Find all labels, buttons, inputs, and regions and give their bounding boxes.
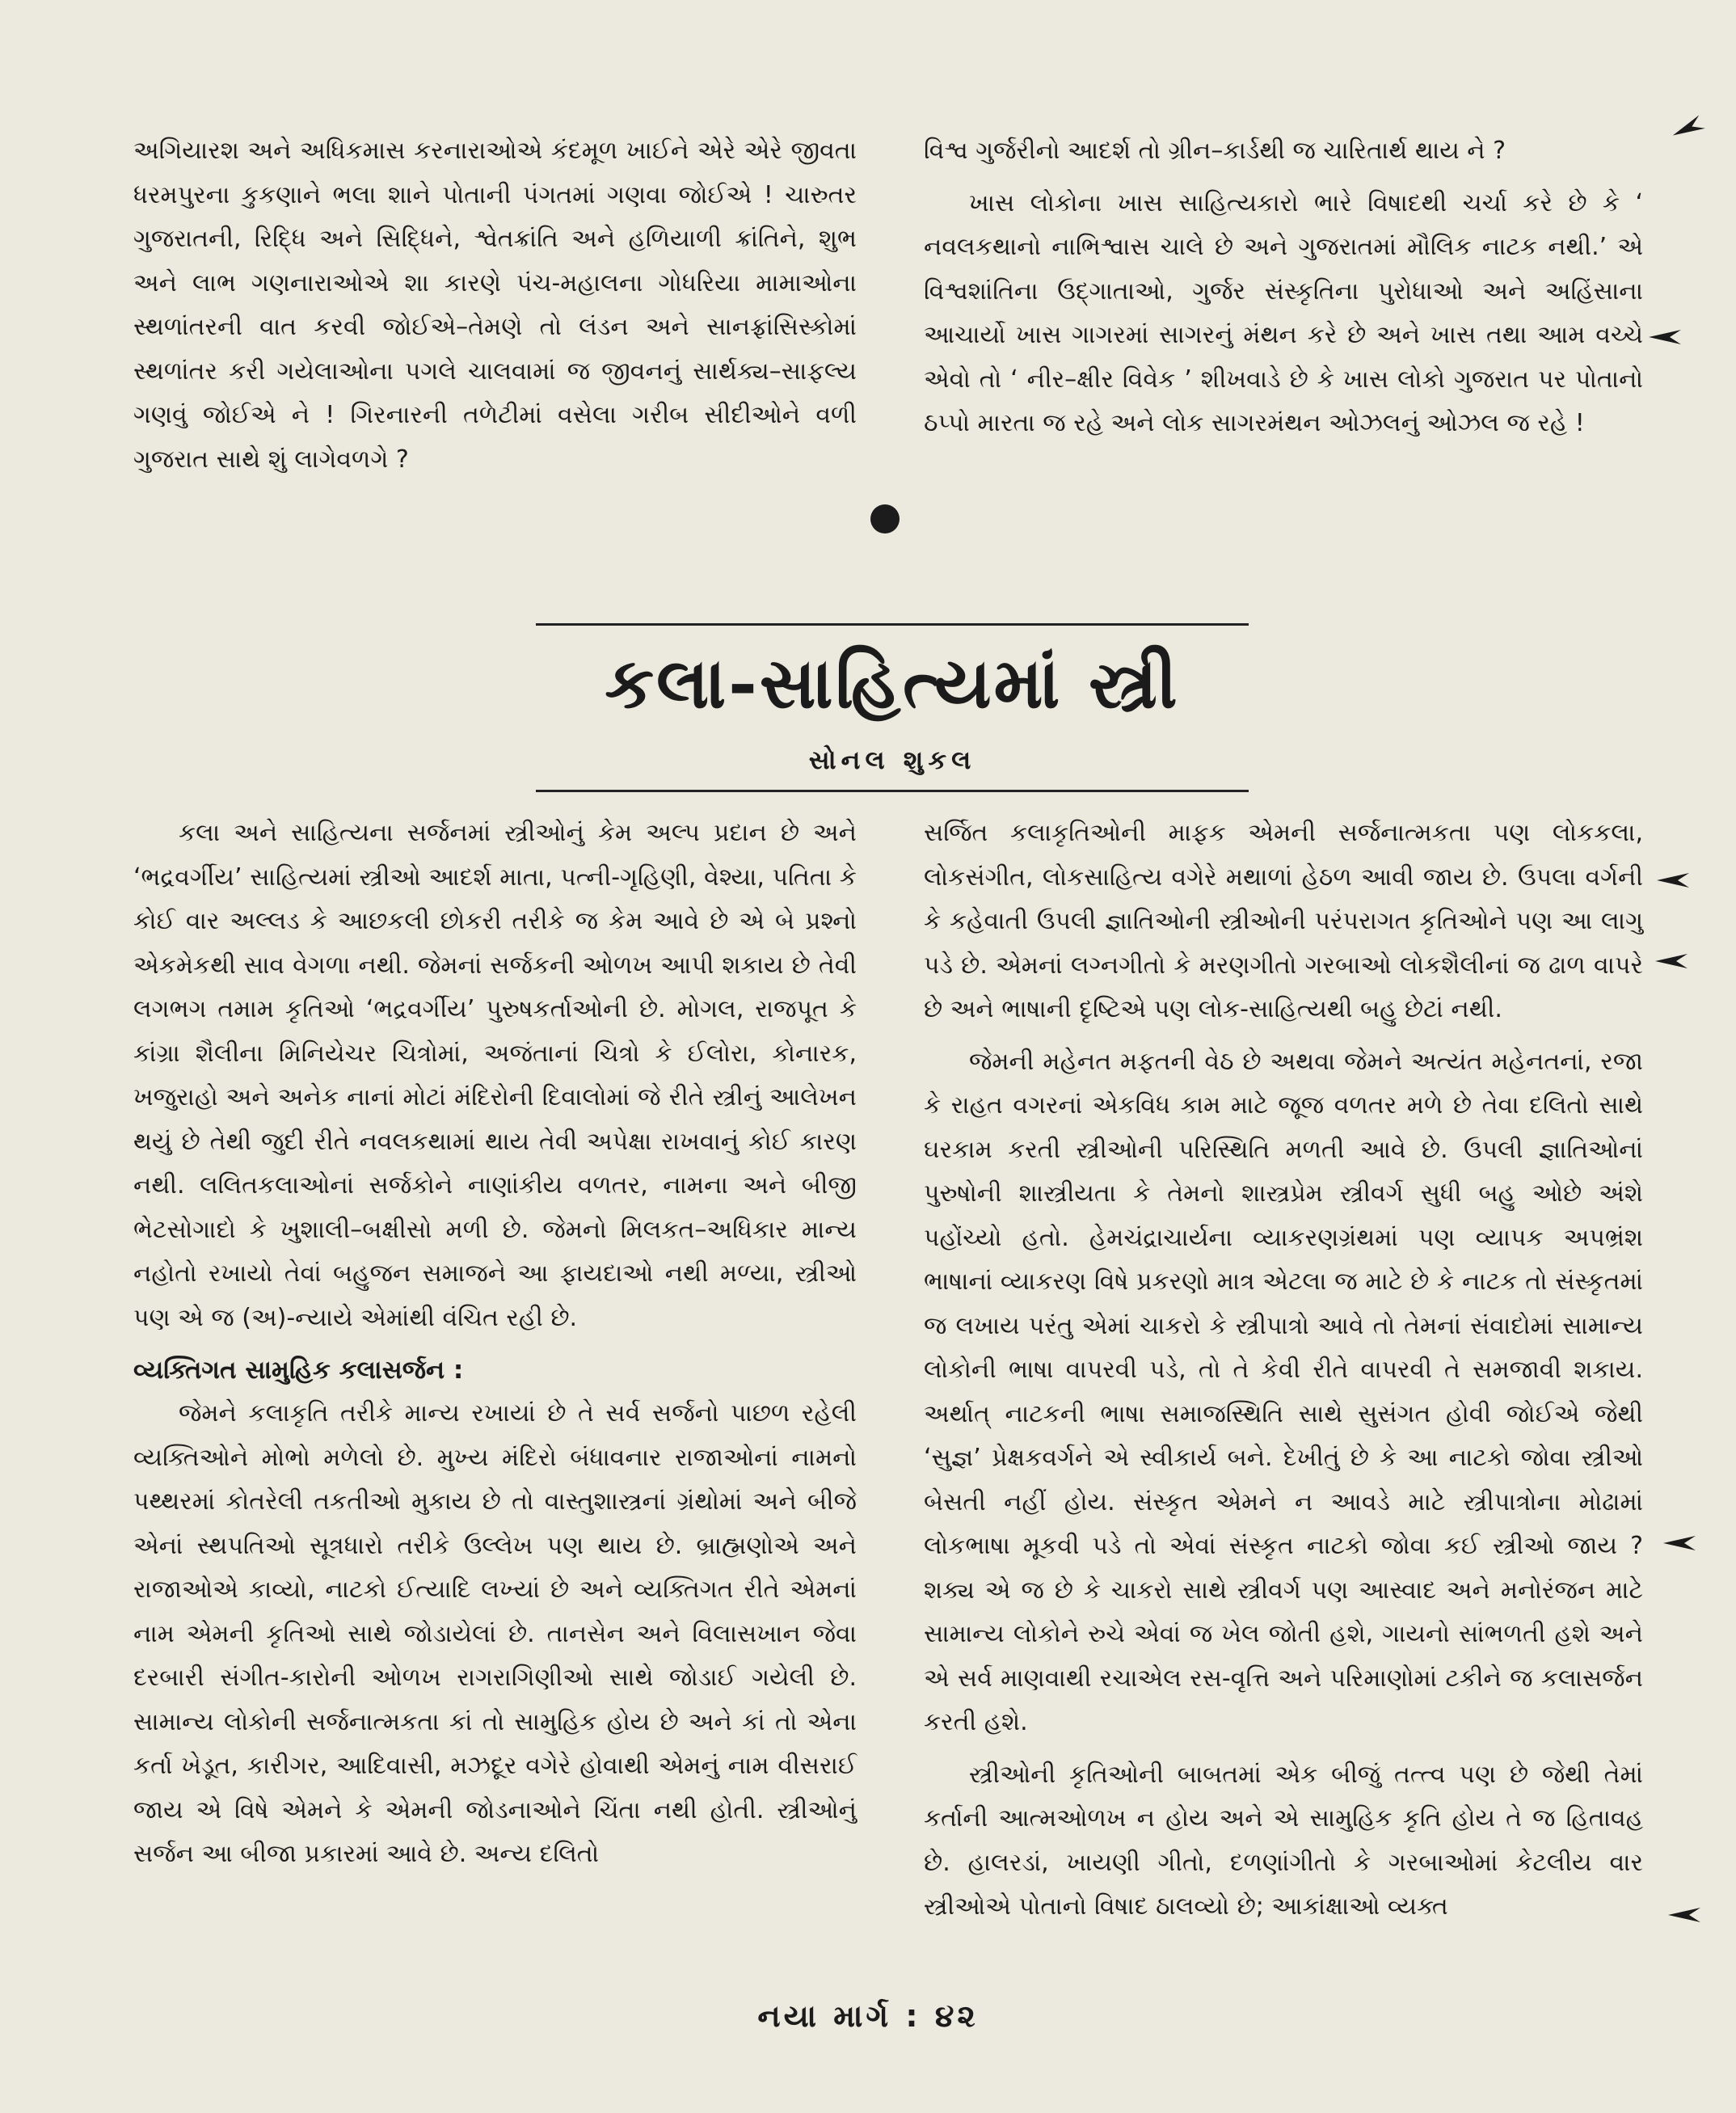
top-left-paragraph: અગિયારશ અને અધિકમાસ કરનારાઓએ કંદમૂળ ખાઈને એરે એરે જીવતા ધરમપુરના કુકણાને ભલા શાને પોતાની પંગતમાં ગણવા જોઈએ ! ચારુતર ગુજરાતની, રિદ્ધિ અને સિદ્ધિને, શ્વેતક્રાંતિ અને હળિયાળી ક્રાંતિને, શુભ અને લાભ ગણનારાઓએ શા કારણે પંચ-મહાલના ગોધરિયા મામાઓના સ્થળાંતરની વાત કરવી જોઈએ–તેમણે તો લંડન અને સાનફ્રાંસિસ્કોમાં સ્થળાંતર કરી ગયેલાઓના પગલે ચાલવામાં જ જીવનનું સાર્થક્ય–સાફલ્ય ગણવું જોઈએ ને ! ગિરનારની તળેટીમાં વસેલા ગરીબ સીદીઓને વળી ગુજરાત સાથે શું લાગેવળગે ? bbox=[133, 137, 857, 474]
article-paragraph: કલા અને સાહિત્યના સર્જનમાં સ્ત્રીઓનું કેમ અલ્પ પ્રદાન છે અને ‘ભદ્રવર્ગીય’ સાહિત્યમાં સ્ત્રીઓ આદર્શ માતા, પત્ની-ગૃહિણી, વેશ્યા, પતિતા કે કોઈ વાર અલ્લડ કે આછકલી છોકરી તરીકે જ કેમ આવે છે એ બે પ્રશ્નો એકમેકથી સાવ વેગળા નથી. જેમનાં સર્જકની ઓળખ આપી શકાય છે તેવી લગભગ તમામ કૃતિઓ ‘ભદ્રવર્ગીય’ પુરુષકર્તાઓની છે. મોગલ, રાજપૂત કે કાંગ્રા શૈલીના મિનિયેચર ચિત્રોમાં, અજંતાનાં ચિત્રો કે ઈલોરા, કોનારક, ખજુરાહો અને અનેક નાનાં મોટાં મંદિરોની દિવાલોમાં જે રીતે સ્ત્રીનું આલેખન થયું છે તેથી જુદી રીતે નવલકથામાં થાય તેવી અપેક્ષા રાખવાનું કોઈ કારણ નથી. લલિતકલાઓનાં સર્જકોને નાણાંકીય વળતર, નામના અને બીજી ભેટસોગાદો કે ખુશાલી–બક્ષીસો મળી છે. જેમનો મિલકત–અધિકાર માન્ય નહોતો રખાયો તેવાં બહુજન સમાજને આ ફાયદાઓ નથી મળ્યા, સ્ત્રીઓ પણ એ જ (અ)-ન્યાયે એમાંથી વંચિત રહી છે. bbox=[133, 819, 857, 1332]
article-right-column bbox=[924, 812, 1643, 1938]
punch-mark-icon bbox=[1657, 873, 1689, 888]
punch-mark-icon bbox=[1668, 1908, 1700, 1922]
page-footer: નયા માર્ગ : ૪૨ bbox=[757, 1998, 979, 2034]
punch-mark-icon bbox=[1649, 330, 1681, 344]
article-paragraph: સર્જિત કલાકૃતિઓની માફક એમની સર્જનાત્મકતા પણ લોકકલા, લોકસંગીત, લોકસાહિત્ય વગેરે મથાળાં હેઠળ આવી જાય છે. ઉપલા વર્ગની કે કહેવાતી ઉપલી જ્ઞાતિઓની સ્ત્રીઓની પરંપરાગત કૃતિઓને પણ આ લાગુ પડે છે. એમનાં લગ્નગીતો કે મરણગીતો ગરબાઓ લોકશૈલીનાં જ ઢાળ વાપરે છે અને ભાષાની દૃષ્ટિએ પણ લોક-સાહિત્યથી બહુ છેટાં નથી. bbox=[924, 819, 1643, 1023]
article-left-column bbox=[133, 812, 857, 1885]
article-title: કલા-સાહિત્યમાં સ્ત્રી bbox=[605, 643, 1180, 724]
punch-mark-icon bbox=[1655, 954, 1688, 968]
top-right-paragraph-2: ખાસ લોકોના ખાસ સાહિત્યકારો ભારે વિષાદથી ચર્ચા કરે છે કે ‘ નવલકથાનો નાભિશ્વાસ ચાલે છે અને ગુજરાતમાં મૌલિક નાટક નથી.’ એ વિશ્વશાંતિના ઉદ્ગાતાઓ, ગુર્જર સંસ્કૃતિના પુરોધાઓ અને અહિંસાના આચાર્યો ખાસ ગાગરમાં સાગરનું મંથન કરે છે અને ખાસ તથા આમ વચ્ચે એવો તો ‘ નીર–ક્ષીર વિવેક ’ શીખવાડે છે કે ખાસ લોકો ગુજરાત પર પોતાનો ઠપ્પો મારતા જ રહે અને લોક સાગરમંથન ઓઝલનું ઓઝલ જ રહે ! bbox=[924, 188, 1643, 437]
punch-mark-icon bbox=[1663, 1536, 1696, 1550]
separator-dot-icon bbox=[870, 504, 900, 534]
section-heading: વ્યક્તિગત સામુહિક કલાસર્જન : bbox=[133, 1356, 464, 1385]
title-top-rule bbox=[536, 623, 1249, 626]
top-right-column bbox=[924, 129, 1643, 454]
punch-mark-icon bbox=[1670, 115, 1705, 141]
article-author: સોનલ શુકલ bbox=[808, 744, 976, 775]
top-right-paragraph-1: વિશ્વ ગુર્જરીનો આદર્શ તો ગ્રીન–કાર્ડથી જ ચારિતાર્થ થાય ને ? bbox=[924, 137, 1506, 165]
article-paragraph: જેમની મહેનત મફતની વેઠ છે અથવા જેમને અત્યંત મહેનતનાં, રજા કે રાહત વગરનાં એકવિધ કામ માટે જૂજ વળતર મળે છે તેવા દલિતો સાથે ઘરકામ કરતી સ્ત્રીઓની પરિસ્થિતિ મળતી આવે છે. ઉપલી જ્ઞાતિઓનાં પુરુષોની શાસ્ત્રીયતા કે તેમનો શાસ્ત્રપ્રેમ સ્ત્રીવર્ગ સુધી બહુ ઓછે અંશે પહોંચ્યો હતો. હેમચંદ્રાચાર્યના વ્યાકરણગ્રંથમાં પણ વ્યાપક અપભ્રંશ ભાષાનાં વ્યાકરણ વિષે પ્રકરણો માત્ર એટલા જ માટે છે કે નાટક તો સંસ્કૃતમાં જ લખાય પરંતુ એમાં ચાકરો કે સ્ત્રીપાત્રો આવે તો તેમનાં સંવાદોમાં સામાન્ય લોકોની ભાષા વાપરવી પડે, તો તે કેવી રીતે વાપરવી તે સમજાવી શકાય. અર્થાત્ નાટકની ભાષા સમાજસ્થિતિ સાથે સુસંગત હોવી જોઈએ જેથી ‘સુજ્ઞ’ પ્રેક્ષકવર્ગને એ સ્વીકાર્ય બને. દેખીતું છે કે આ નાટકો જોવા સ્ત્રીઓ બેસતી નહીં હોય. સંસ્કૃત એમને ન આવડે માટે સ્ત્રીપાત્રોના મોઢામાં લોકભાષા મૂકવી પડે તો એવાં સંસ્કૃત નાટકો જોવા કઈ સ્ત્રીઓ જાય ? શક્ય એ જ છે કે ચાકરો સાથે સ્ત્રીવર્ગ પણ આસ્વાદ અને મનોરંજન માટે સામાન્ય લોકોને રુચે એવાં જ ખેલ જોતી હશે, ગાયનો સાંભળતી હશે અને એ સર્વ માણવાથી રચાએલ રસ-વૃત્તિ અને પરિમાણોમાં ટકીને જ કલાસર્જન કરતી હશે. bbox=[924, 1047, 1643, 1736]
article-paragraph: જેમને કલાકૃતિ તરીકે માન્ય રખાયાં છે તે સર્વ સર્જનો પાછળ રહેલી વ્યક્તિઓને મોભો મળેલો છે. મુખ્ય મંદિરો બંધાવનાર રાજાઓનાં નામનો પથ્થરમાં કોતરેલી તકતીઓ મુકાય છે તો વાસ્તુશાસ્ત્રનાં ગ્રંથોમાં અને બીજે એનાં સ્થપતિઓ સૂત્રધારો તરીકે ઉલ્લેખ પણ થાય છે. બ્રાહ્મણોએ અને રાજાઓએ કાવ્યો, નાટકો ઈત્યાદિ લખ્યાં છે અને વ્યક્તિગત રીતે એમનાં નામ એમની કૃતિઓ સાથે જોડાયેલાં છે. તાનસેન અને વિલાસખાન જેવા દરબારી સંગીત-કારોની ઓળખ રાગરાગિણીઓ સાથે જોડાઈ ગયેલી છે. સામાન્ય લોકોની સર્જનાત્મકતા કાં તો સામુહિક હોય છે અને કાં તો એના કર્તા ખેડૂત, કારીગર, આદિવાસી, મઝદૂર વગેરે હોવાથી એમનું નામ વીસરાઈ જાય એ વિષે એમને કે એમની જોડનાઓને ચિંતા નથી હોતી. સ્ત્રીઓનું સર્જન આ બીજા પ્રકારમાં આવે છે. અન્ય દલિતો bbox=[133, 1399, 857, 1868]
title-bottom-rule bbox=[536, 790, 1249, 792]
top-left-column bbox=[133, 129, 857, 490]
article-paragraph: સ્ત્રીઓની કૃતિઓની બાબતમાં એક બીજું તત્ત્વ પણ છે જેથી તેમાં કર્તાની આત્મઓળખ ન હોય અને એ સામુહિક કૃતિ હોય તે જ હિતાવહ છે. હાલરડાં, ખાયણી ગીતો, દળણાંગીતો કે ગરબાઓમાં કેટલીય વાર સ્ત્રીઓએ પોતાનો વિષાદ ઠાલવ્યો છે; આકાંક્ષાઓ વ્યક્ત bbox=[924, 1760, 1643, 1921]
